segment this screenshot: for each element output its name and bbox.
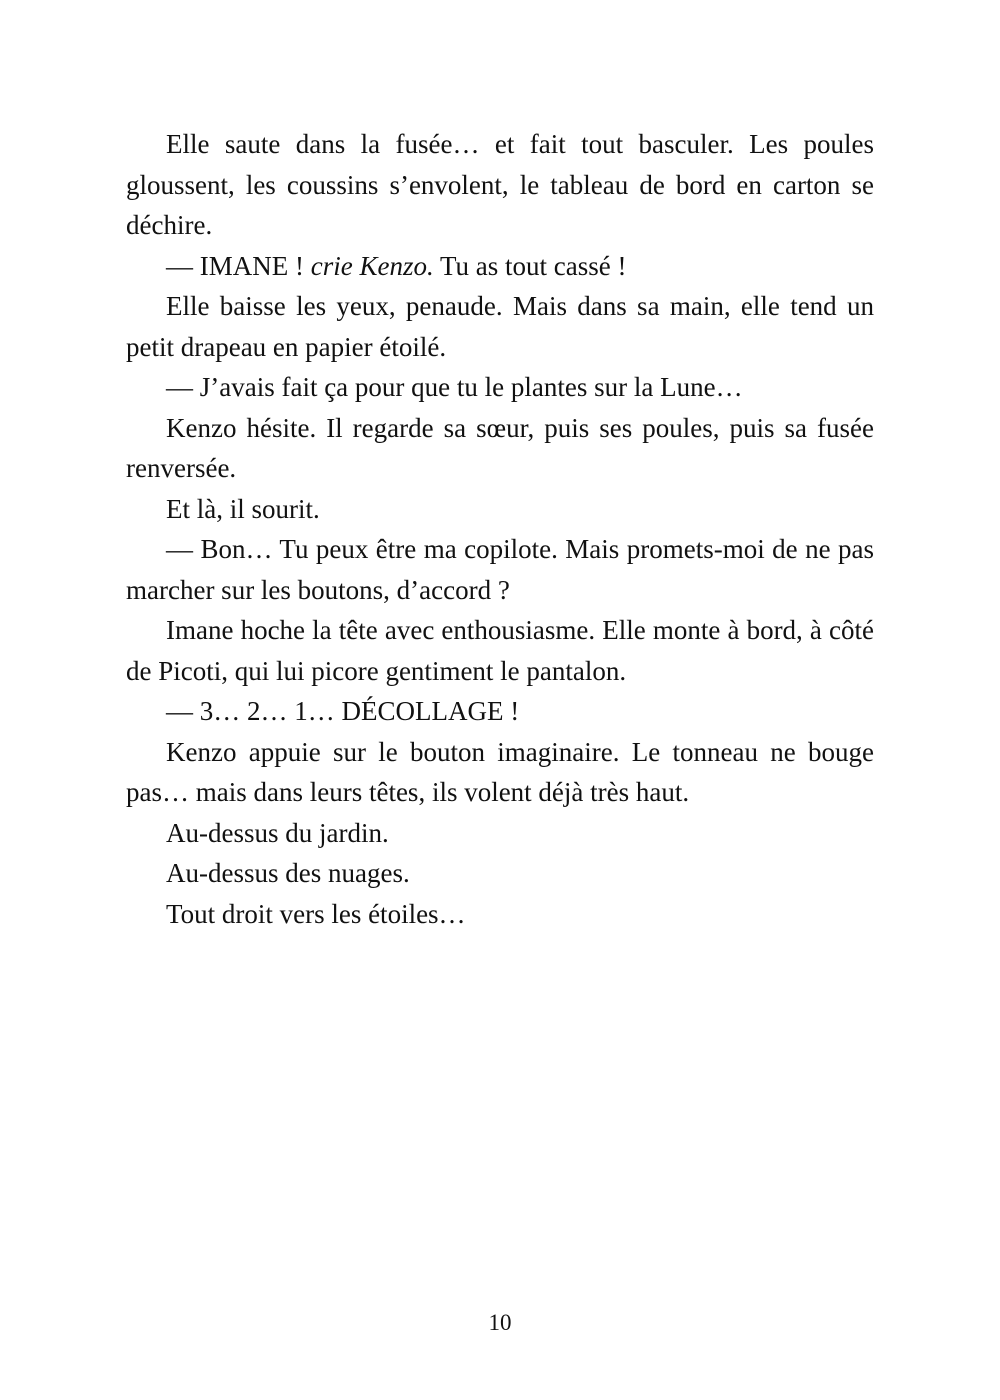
text-segment: Elle saute dans la fusée… et fait tout basculer. Les poules gloussent, les coussins s’envolent, le tableau de bord en carton se déchire.: [126, 129, 874, 240]
paragraph: [126, 529, 874, 610]
italic-text-segment: crie Kenzo.: [310, 250, 434, 281]
text-segment: — 3… 2… 1… DÉCOLLAGE !: [166, 696, 520, 726]
paragraph: [126, 610, 874, 691]
paragraph: [126, 691, 874, 732]
paragraph: [126, 853, 874, 894]
text-segment: Kenzo appuie sur le bouton imaginaire. Le tonneau ne bouge pas… mais dans leurs têtes, ils volent déjà très haut.: [126, 736, 874, 807]
paragraph: [126, 489, 874, 530]
text-segment: Tout droit vers les étoiles…: [166, 898, 466, 929]
text-segment: Kenzo hésite. Il regarde sa sœur, puis ses poules, puis sa fusée renversée.: [126, 412, 874, 483]
text-segment: Et là, il sourit.: [166, 493, 320, 524]
text-segment: — IMANE !: [166, 250, 311, 281]
paragraph: [126, 246, 874, 287]
text-segment: Au-dessus des nuages.: [166, 858, 410, 888]
page-number: 10: [488, 1310, 512, 1335]
paragraph: [126, 408, 874, 489]
text-segment: — Bon… Tu peux être ma copilote. Mais promets-moi de ne pas marcher sur les boutons, d’accord ?: [126, 534, 874, 605]
text-segment: — J’avais fait ça pour que tu le plantes sur la Lune…: [166, 372, 743, 402]
paragraph: [126, 894, 874, 935]
text-segment: Elle baisse les yeux, penaude. Mais dans sa main, elle tend un petit drapeau en papier étoilé.: [126, 291, 874, 362]
text-segment: Tu as tout cassé !: [433, 250, 627, 281]
paragraph: [126, 124, 874, 246]
text-segment: Au-dessus du jardin.: [166, 817, 389, 848]
paragraph: [126, 813, 874, 854]
text-segment: Imane hoche la tête avec enthousiasme. Elle monte à bord, à côté de Picoti, qui lui picore gentiment le pantalon.: [126, 615, 874, 686]
paragraph: [126, 367, 874, 408]
story-text: [126, 124, 874, 934]
paragraph: [126, 732, 874, 813]
paragraph: [126, 286, 874, 367]
